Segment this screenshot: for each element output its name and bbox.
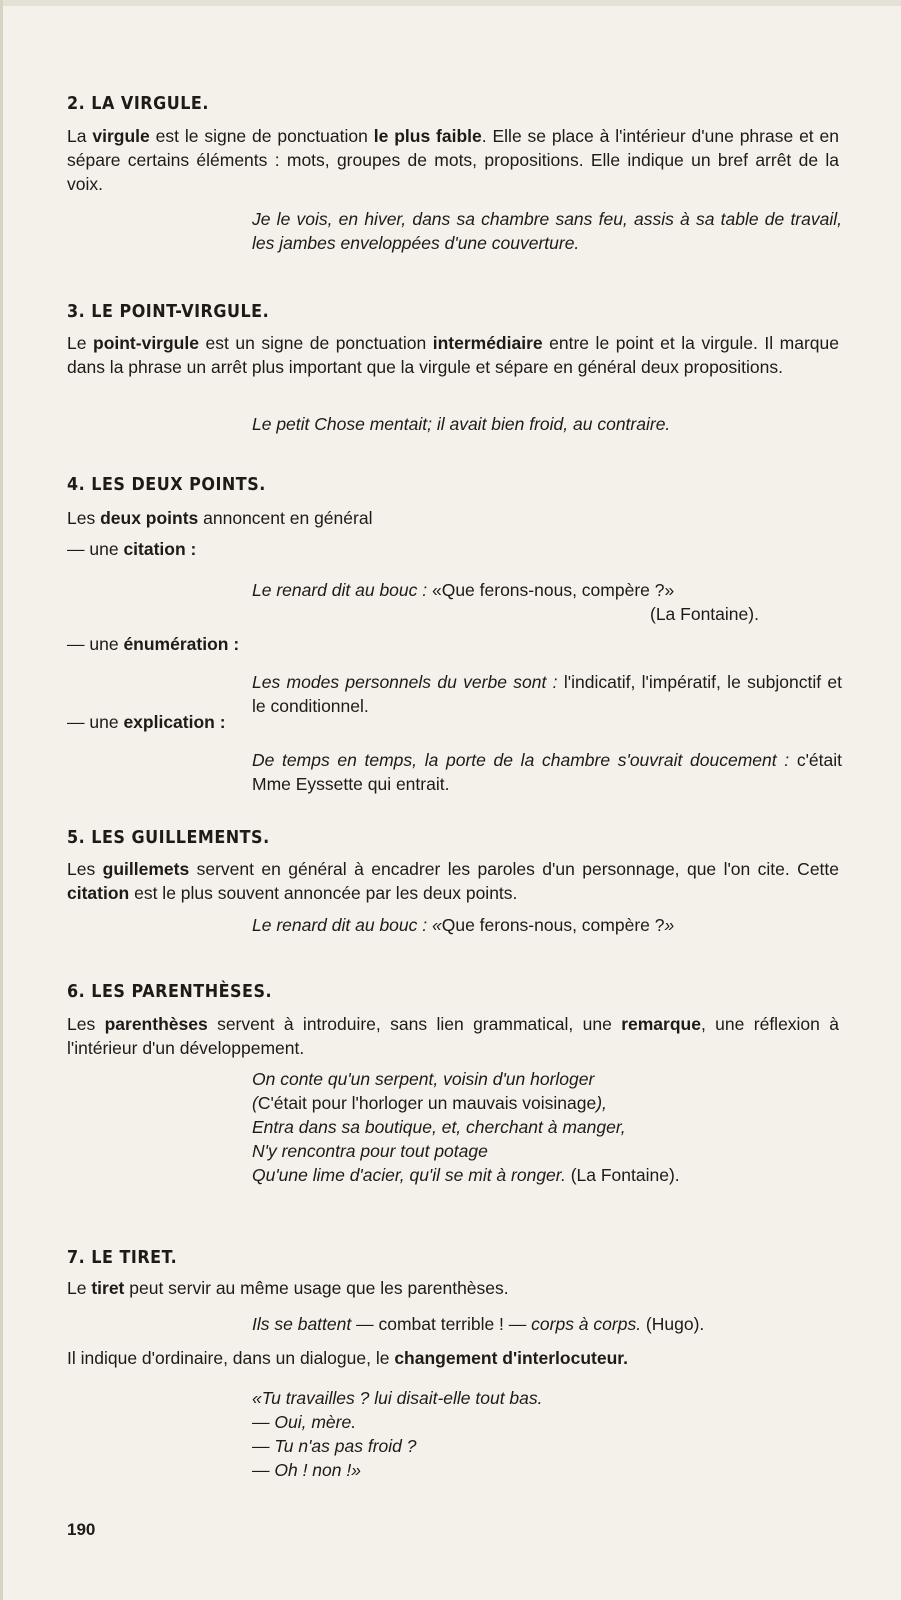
section-3-text: Le point-virgule est un signe de ponctuation intermédiaire entre le point et la virgule. Il marque dans la phrase un arrêt plus important que la virgule et sépare en général deux propositions.	[67, 333, 839, 377]
section-4-enumeration-item: — une énumération :	[67, 634, 240, 654]
section-7-dialogue	[252, 1386, 543, 1482]
dialogue-line: — Tu n'as pas froid ?	[252, 1436, 417, 1456]
section-4-enumeration-example: Les modes personnels du verbe sont : l'indicatif, l'impératif, le subjonctif et le conditionnel.	[252, 672, 842, 716]
section-4-explanation-item: — une explication :	[67, 712, 226, 732]
poem-line: (C'était pour l'horloger un mauvais voisinage),	[252, 1093, 607, 1113]
poem-line: Entra dans sa boutique, et, cherchant à manger,	[252, 1117, 626, 1137]
dialogue-line: — Oh ! non !»	[252, 1460, 361, 1480]
section-5-example: Le renard dit au bouc : «Que ferons-nous, compère ?»	[252, 915, 675, 935]
section-3-title: 3. LE POINT-VIRGULE.	[67, 300, 270, 322]
section-4-text: Les deux points annoncent en général	[67, 508, 373, 528]
section-6-text: Les parenthèses servent à introduire, sans lien grammatical, une remarque, une réflexion à l'intérieur d'un développement.	[67, 1014, 840, 1058]
section-4-explanation-example: De temps en temps, la porte de la chambre s'ouvrait doucement : c'était Mme Eyssette qui entrait.	[252, 750, 842, 794]
section-7-title: 7. LE TIRET.	[67, 1246, 178, 1268]
section-4-citation-item: — une citation :	[67, 539, 197, 559]
poem-line: On conte qu'un serpent, voisin d'un horloger	[252, 1069, 595, 1089]
dialogue-line: «Tu travailles ? lui disait-elle tout bas.	[252, 1388, 543, 1408]
section-6-title: 6. LES PARENTHÈSES.	[67, 980, 273, 1002]
page-number: 190	[67, 1520, 96, 1539]
section-4-title: 4. LES DEUX POINTS.	[67, 473, 266, 495]
section-6-poem	[252, 1067, 680, 1187]
page-left-edge	[0, 0, 3, 1600]
section-5-title: 5. LES GUILLEMENTS.	[67, 826, 270, 848]
section-7-example: Ils se battent — combat terrible ! — corps à corps. (Hugo).	[252, 1314, 705, 1334]
poem-line: N'y rencontra pour tout potage	[252, 1141, 488, 1161]
poem-line: Qu'une lime d'acier, qu'il se mit à ronger. (La Fontaine).	[252, 1165, 680, 1185]
section-2-example: Je le vois, en hiver, dans sa chambre sans feu, assis à sa table de travail, les jambes enveloppées d'une couverture.	[252, 209, 842, 253]
section-7-text: Le tiret peut servir au même usage que les parenthèses.	[67, 1278, 509, 1298]
page-top-edge	[0, 0, 901, 6]
section-3-example: Le petit Chose mentait; il avait bien froid, au contraire.	[252, 414, 671, 434]
section-7-text-2: Il indique d'ordinaire, dans un dialogue, le changement d'interlocuteur.	[67, 1348, 628, 1368]
dialogue-line: — Oui, mère.	[252, 1412, 357, 1432]
section-2-text: La virgule est le signe de ponctuation le plus faible. Elle se place à l'intérieur d'une phrase et en sépare certains éléments : mots, groupes de mots, propositions. Elle indique un bref arrêt de la voix.	[67, 126, 840, 194]
section-2-title: 2. LA VIRGULE.	[67, 92, 209, 114]
section-4-citation-example: Le renard dit au bouc : «Que ferons-nous, compère ?»	[252, 580, 675, 600]
section-4-citation-source: (La Fontaine).	[650, 604, 759, 624]
section-5-text: Les guillemets servent en général à encadrer les paroles d'un personnage, que l'on cite. Cette citation est le plus souvent annoncée par les deux points.	[67, 859, 840, 903]
